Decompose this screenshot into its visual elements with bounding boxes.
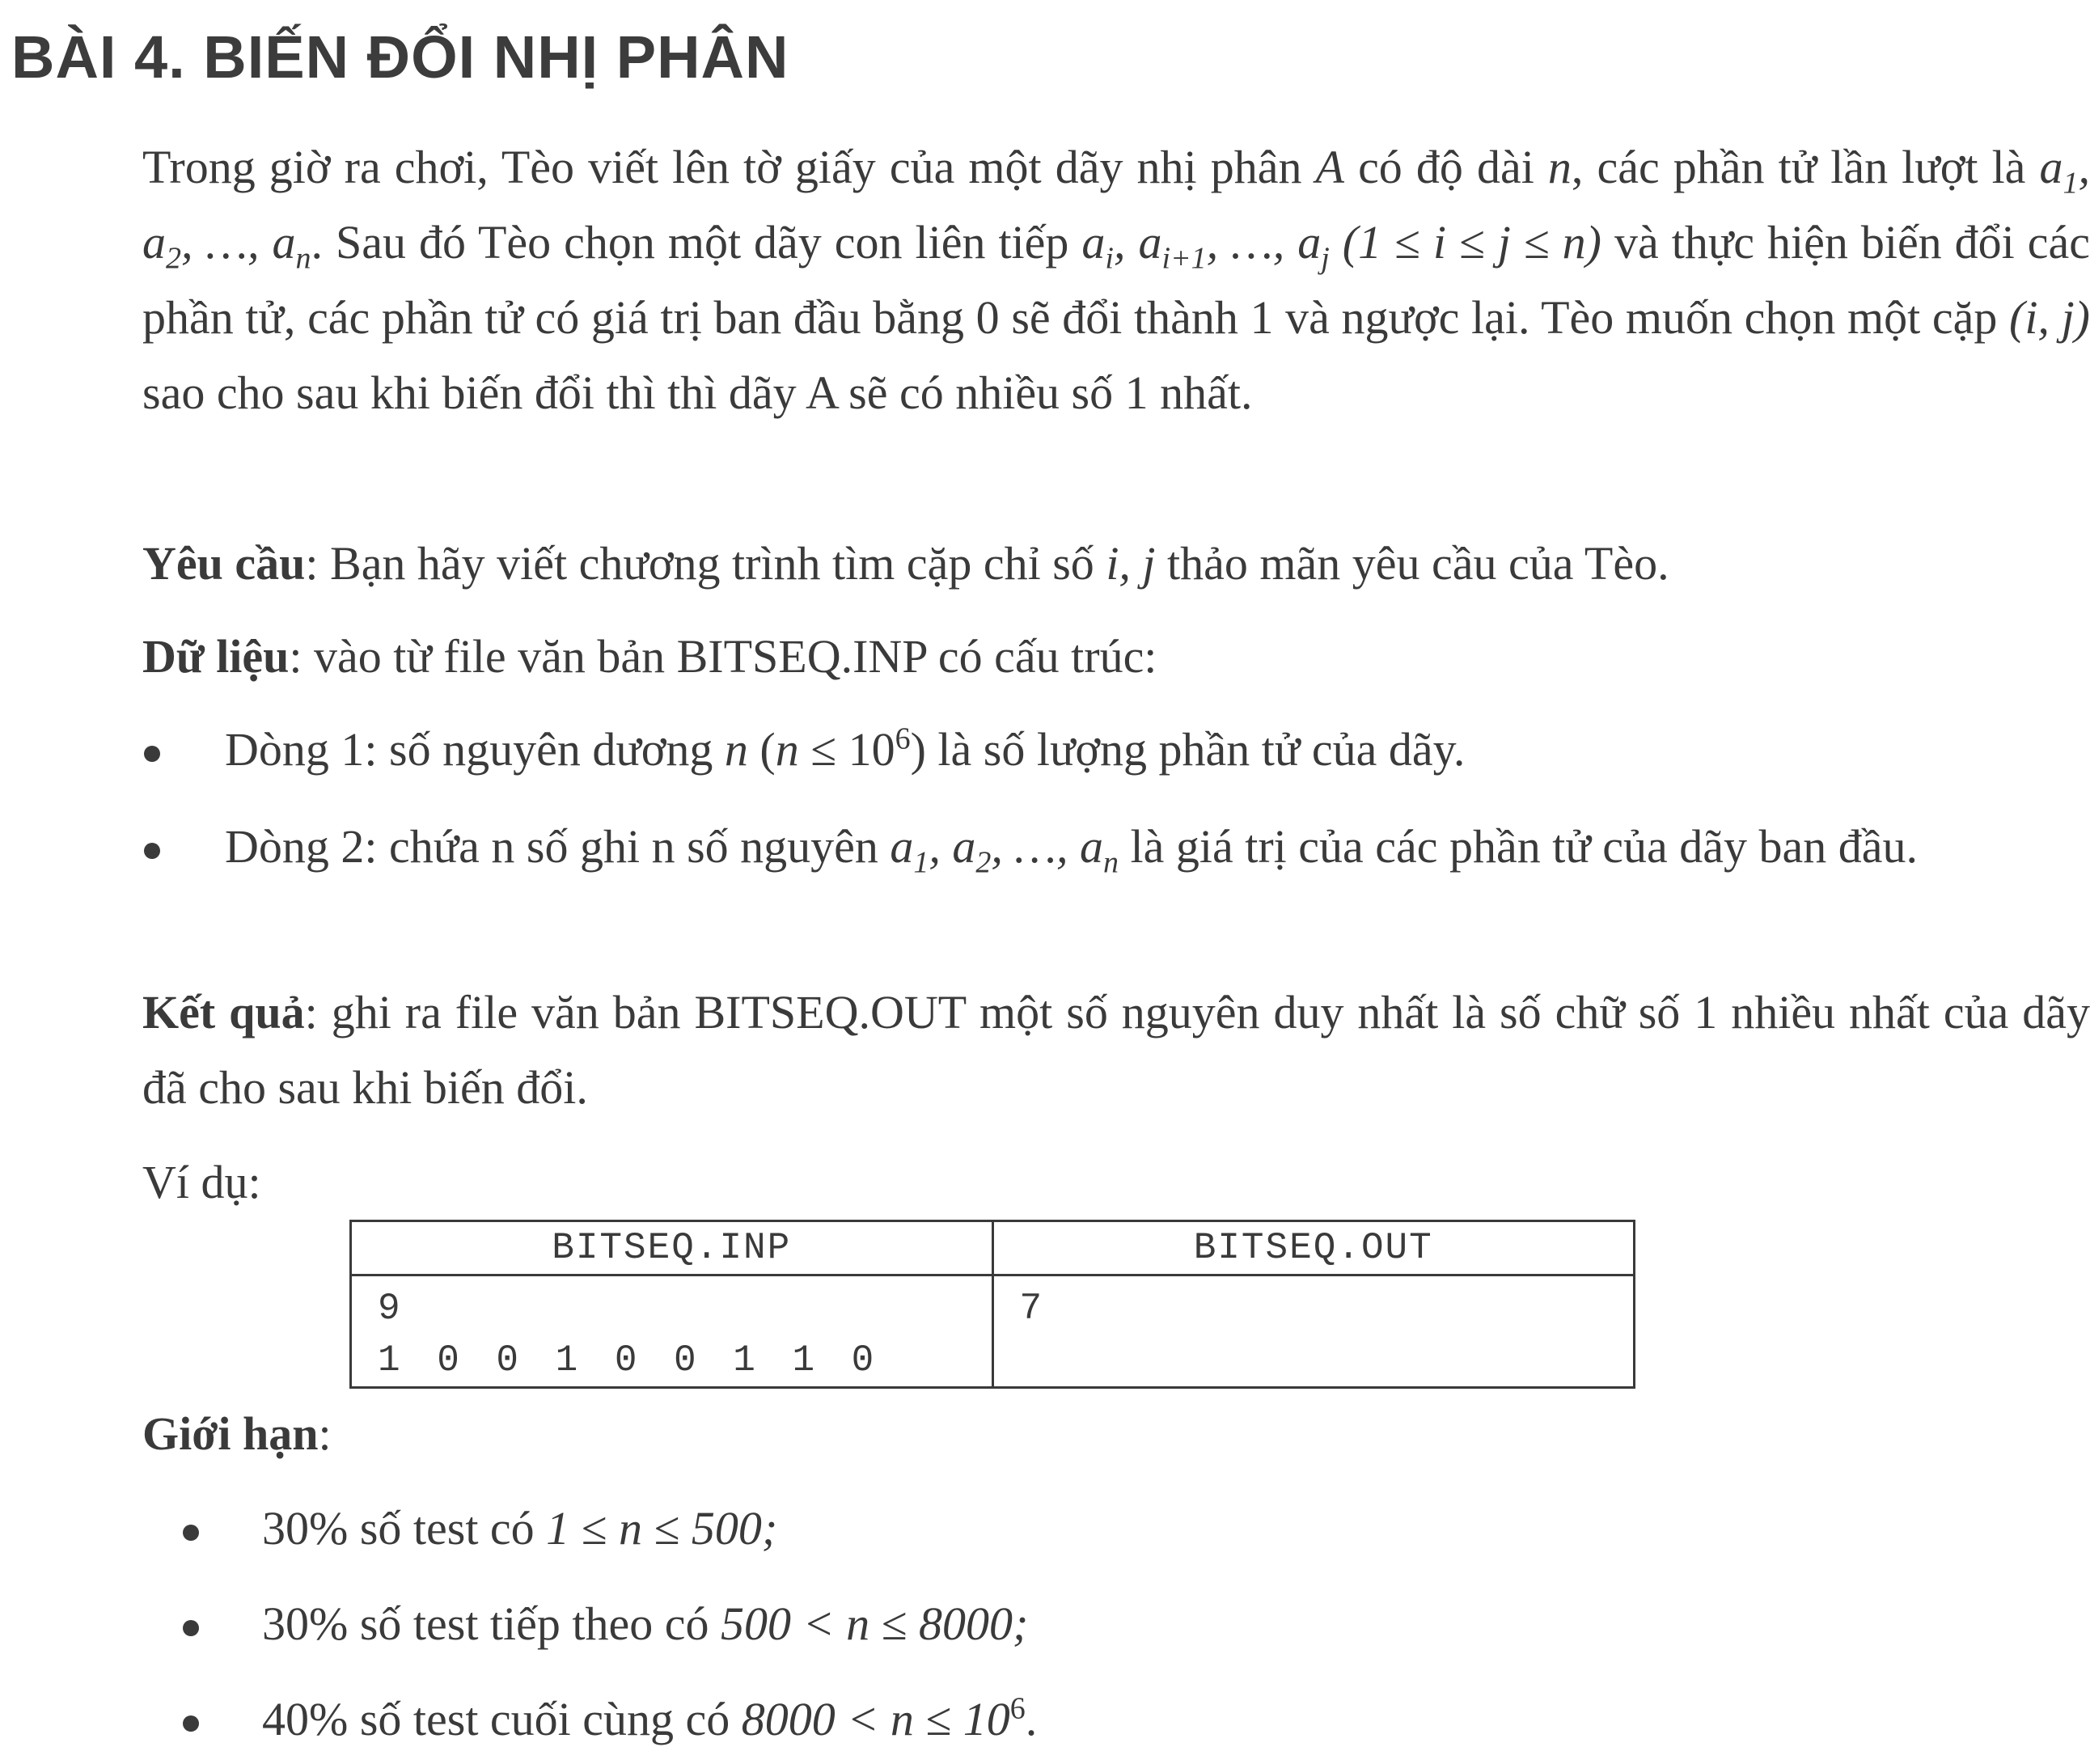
problem-title: BÀI 4. BIẾN ĐỔI NHỊ PHÂN	[11, 23, 789, 91]
example-input-cell: 9 1 0 0 1 0 0 1 1 0	[351, 1275, 993, 1388]
index-condition: (1 ≤ i ≤ j ≤ n)	[1342, 216, 1601, 269]
input-line-1: Dòng 1: số nguyên dương n $(n \le 10^6)$ là số lượng phần tử của dãy.	[225, 721, 1466, 776]
intro-text-5: và thực hiện biến đổi các phần tử, các phần tử có giá trị ban đầu bằng 0 sẽ đổi thành 1 và ngược lại. Tèo muốn chọn một cặp	[142, 216, 2090, 344]
input-paragraph: Dữ liệu: vào từ file văn bản BITSEQ.INP có cấu trúc:	[142, 630, 1157, 683]
request-paragraph: Yêu cầu: Bạn hãy viết chương trình tìm cặp chỉ số i, j thảo mãn yêu cầu của Tèo.	[142, 537, 1669, 590]
example-table	[349, 1220, 1635, 1389]
intro-text-6: sao cho sau khi biến đổi thì thì dãy A sẽ có nhiều số 1 nhất.	[142, 366, 1253, 419]
intro-paragraph	[11, 129, 2090, 430]
example-header-inp: BITSEQ.INP	[351, 1221, 993, 1275]
vars-ij: i, j	[1106, 537, 1156, 590]
limit-1: 30% số test có 1 ≤ n ≤ 500;	[262, 1502, 778, 1555]
output-label: Kết quả	[142, 986, 305, 1039]
bullet-icon	[144, 843, 160, 859]
bullet-icon	[183, 1715, 199, 1732]
subsequence: $a_i$, $a_{i+1}$, …, $a_j$	[1081, 216, 1330, 276]
sequence-a: $a_1$, $a_2$, …, $a_n$	[142, 141, 2090, 276]
intro-text-3: , các phần tử lần lượt là	[1571, 141, 2026, 193]
pair-ij: (i, j)	[2009, 291, 2090, 344]
intro-text-1: Trong giờ ra chơi, Tèo viết lên tờ giấy của một dãy nhị phân	[142, 141, 1302, 193]
var-n: n	[1547, 141, 1572, 193]
limits-label: Giới hạn	[142, 1407, 319, 1460]
example-output-cell: 7	[992, 1275, 1635, 1388]
input-line-2: Dòng 2: chứa n số ghi n số nguyên $a_1$, $a_2$, …, $a_n$ là giá trị của các phần tử của dãy ban đầu.	[225, 820, 1918, 880]
var-A: A	[1315, 141, 1344, 193]
bullet-icon	[183, 1525, 199, 1541]
example-header-out: BITSEQ.OUT	[992, 1221, 1635, 1275]
limit-3: 40% số test cuối cùng có $8000 < n \le 10^6$.	[262, 1691, 1038, 1745]
bullet-icon	[144, 746, 160, 762]
output-paragraph: Kết quả: ghi ra file văn bản BITSEQ.OUT một số nguyên duy nhất là số chữ số 1 nhiều nhất của dãy đã cho sau khi biến đổi.	[142, 986, 2090, 1114]
bullet-icon	[183, 1620, 199, 1636]
limit-2: 30% số test tiếp theo có 500 < n ≤ 8000;	[262, 1597, 1029, 1650]
example-label: Ví dụ:	[142, 1156, 261, 1208]
request-label: Yêu cầu	[142, 537, 306, 590]
limits-heading: Giới hạn:	[142, 1407, 332, 1460]
intro-text-2: có độ dài	[1358, 141, 1534, 193]
input-label: Dữ liệu	[142, 630, 290, 683]
intro-text-4: . Sau đó Tèo chọn một dãy con liên tiếp	[311, 216, 1069, 269]
